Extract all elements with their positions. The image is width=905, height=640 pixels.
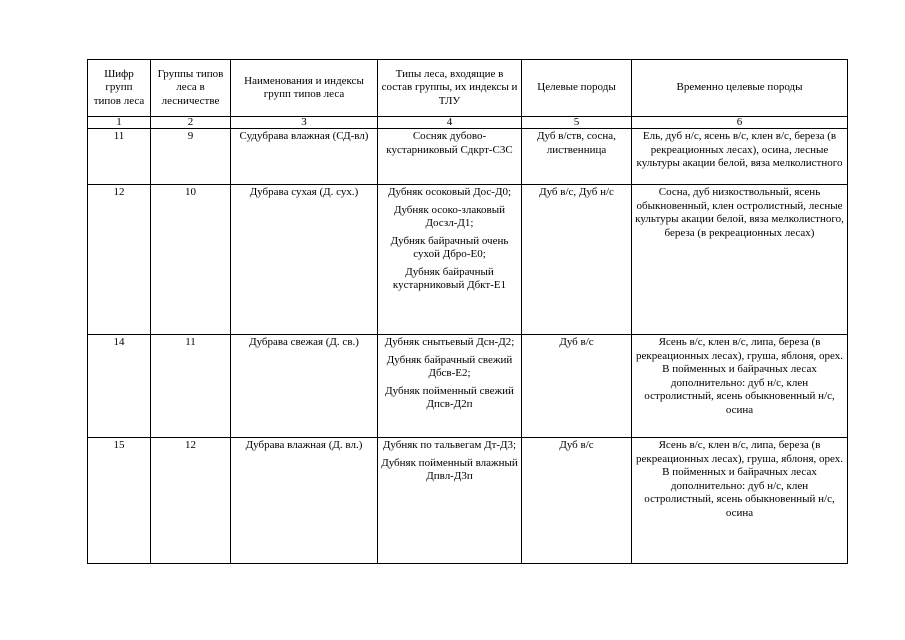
header-cell-target: Целевые породы: [522, 60, 632, 117]
forest-type-item: Дубняк пойменный влажный Дпвл-Д3п: [381, 456, 518, 482]
forest-type-item: Дубняк байрачный свежий Дбсв-Е2;: [386, 353, 513, 379]
code-cell: 12: [88, 185, 151, 335]
name-cell: Судубрава влажная (СД-вл): [231, 129, 378, 185]
table-row: [88, 438, 848, 564]
forest-type-item: Дубняк пойменный свежий Дпсв-Д2п: [385, 384, 514, 410]
target-species-cell: Дуб в/с, Дуб н/с: [522, 185, 632, 335]
column-number: 3: [231, 117, 378, 129]
header-cell-group: Группы типов леса в лесничестве: [151, 60, 231, 117]
header-cell-code: Шифр групп типов леса: [88, 60, 151, 117]
header-row: [88, 60, 848, 117]
column-number: 1: [88, 117, 151, 129]
header-cell-temporary: Временно целевые породы: [632, 60, 848, 117]
code-cell: 15: [88, 438, 151, 564]
types-cell: [378, 335, 522, 438]
forest-types-table: [87, 59, 848, 564]
target-species-cell: Дуб в/ств, сосна, лиственница: [522, 129, 632, 185]
types-cell: [378, 438, 522, 564]
column-number-row: [88, 117, 848, 129]
column-number: 6: [632, 117, 848, 129]
types-cell: [378, 129, 522, 185]
group-cell: 12: [151, 438, 231, 564]
code-cell: 14: [88, 335, 151, 438]
name-cell: Дубрава свежая (Д. св.): [231, 335, 378, 438]
forest-type-item: Дубняк байрачный кустарниковый Дбкт-Е1: [392, 265, 507, 291]
forest-type-item: Дубняк байрачный очень сухой Дбро-Е0;: [390, 234, 509, 260]
temporary-species-cell: Ель, дуб н/с, ясень в/с, клен в/с, береза (в рекреационных лесах), осина, лесные культуры акации белой, вяза мелколистного: [632, 129, 848, 185]
table-row: [88, 129, 848, 185]
target-species-cell: Дуб в/с: [522, 335, 632, 438]
name-cell: Дубрава влажная (Д. вл.): [231, 438, 378, 564]
column-number: 4: [378, 117, 522, 129]
table-row: [88, 185, 848, 335]
temporary-species-cell: Сосна, дуб низкоствольный, ясень обыкновенный, клен остролистный, лесные культуры акации белой, вяза мелколистного, береза (в рекреационных лесах): [632, 185, 848, 335]
column-number: 5: [522, 117, 632, 129]
forest-type-item: Дубняк осоко-злаковый Досзл-Д1;: [393, 203, 506, 229]
group-cell: 10: [151, 185, 231, 335]
code-cell: 11: [88, 129, 151, 185]
types-cell: [378, 185, 522, 335]
forest-type-item: Сосняк дубово-кустарниковый Сдкрт-С3С: [386, 130, 513, 156]
table-row: [88, 335, 848, 438]
target-species-cell: Дуб в/с: [522, 438, 632, 564]
temporary-species-cell: Ясень в/с, клен в/с, липа, береза (в рекреационных лесах), груша, яблоня, орех. В пойменных и байрачных лесах дополнительно: дуб н/с, клен остролистный, ясень обыкновенный н/с, осина: [632, 438, 848, 564]
forest-type-item: Дубняк осоковый Дос-Д0;: [387, 186, 512, 198]
group-cell: 11: [151, 335, 231, 438]
header-cell-name: Наименования и индексы групп типов леса: [231, 60, 378, 117]
forest-type-item: Дубняк по тальвегам Дт-Д3;: [382, 439, 517, 451]
column-number: 2: [151, 117, 231, 129]
group-cell: 9: [151, 129, 231, 185]
temporary-species-cell: Ясень в/с, клен в/с, липа, береза (в рекреационных лесах), груша, яблоня, орех. В пойменных и байрачных лесах дополнительно: дуб н/с, клен остролистный, ясень обыкновенный н/с, осина: [632, 335, 848, 438]
header-cell-types: Типы леса, входящие в состав группы, их индексы и ТЛУ: [378, 60, 522, 117]
name-cell: Дубрава сухая (Д. сух.): [231, 185, 378, 335]
forest-type-item: Дубняк снытьевый Дсн-Д2;: [384, 336, 515, 348]
